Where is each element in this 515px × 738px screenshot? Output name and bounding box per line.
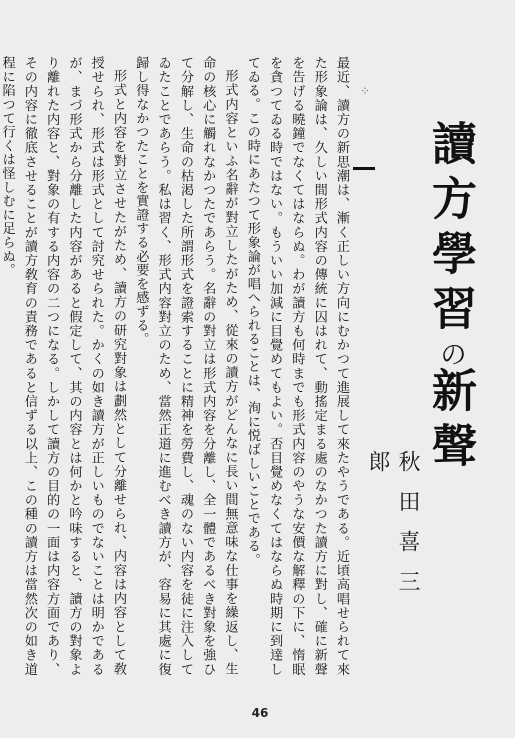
author-name: 秋田喜三郞 — [365, 450, 420, 610]
title-particle: の — [435, 340, 466, 367]
section-dash-mark — [353, 167, 375, 170]
article-title — [420, 120, 480, 500]
body-paragraph-1: 最近、讀方の新思潮は、漸く正しい方向にむかつて進展して來たやうである。近頃高唱せられて來た形象論は、久しい間形式内容の傳統に囚はれて、動搖定まる處のなかつた讀方に對し、確に新聲を告げる曉鐘でなくてはならぬ。わが讀方も何時までも形式内容のやうな安價な解釋の下に、惰眠を貪つてゐる時ではない。もういい加減に目覺めてもよい。否目覺めなくてはならぬ時期に到達してゐる。この時にあたつて形象論が唱へられることは、洵に悦ばしいことである。 — [244, 56, 349, 676]
title-sub: 新聲 — [424, 367, 477, 477]
article-body — [0, 56, 352, 676]
body-paragraph-3: 形式と内容を對立させたがため、讀方の研究對象は劃然として分離せられ、内容は内容として敎授せられ、形式は形式として討究せられた。かくの如き讀方が正しいものでないことは明かであるが、まづ形式から分離した内容があると假定して、其の内容とは何かと吟味すると、讀方の對象より離れた内容と、對象の有する内容の二つになる。しかして讀方の目的の一面は内容方面であり、その内容に徹底させることが讀方敎育の責務であると信ずる以上、この種の讀方は當然次の如き道程に陷つて行くは怪しむに足らぬ。 — [0, 56, 127, 676]
ornament-mark-icon: ⁘ — [360, 84, 371, 98]
page-number: 46 — [251, 706, 269, 720]
title-main: 讀方學習 — [424, 120, 477, 340]
body-paragraph-2: 形式内容といふ名辭が對立したがため、從來の讀方がどんなに長い間無意味な仕事を繰返し、生命の核心に觸れなかつたであらう。名辭の對立は形式内容を分離し、全一體であるべき對象を強ひて分解し、生命の枯渇した所謂形式を證索することに精神を勞費し、魂のない内容を徒に注入してゐたことであらう。私は習く、形式内容對立のため、當然正道に進むべき讀方が、容易に其處に復歸し得なかつたことを實證する必要を感ずる。 — [133, 56, 238, 676]
